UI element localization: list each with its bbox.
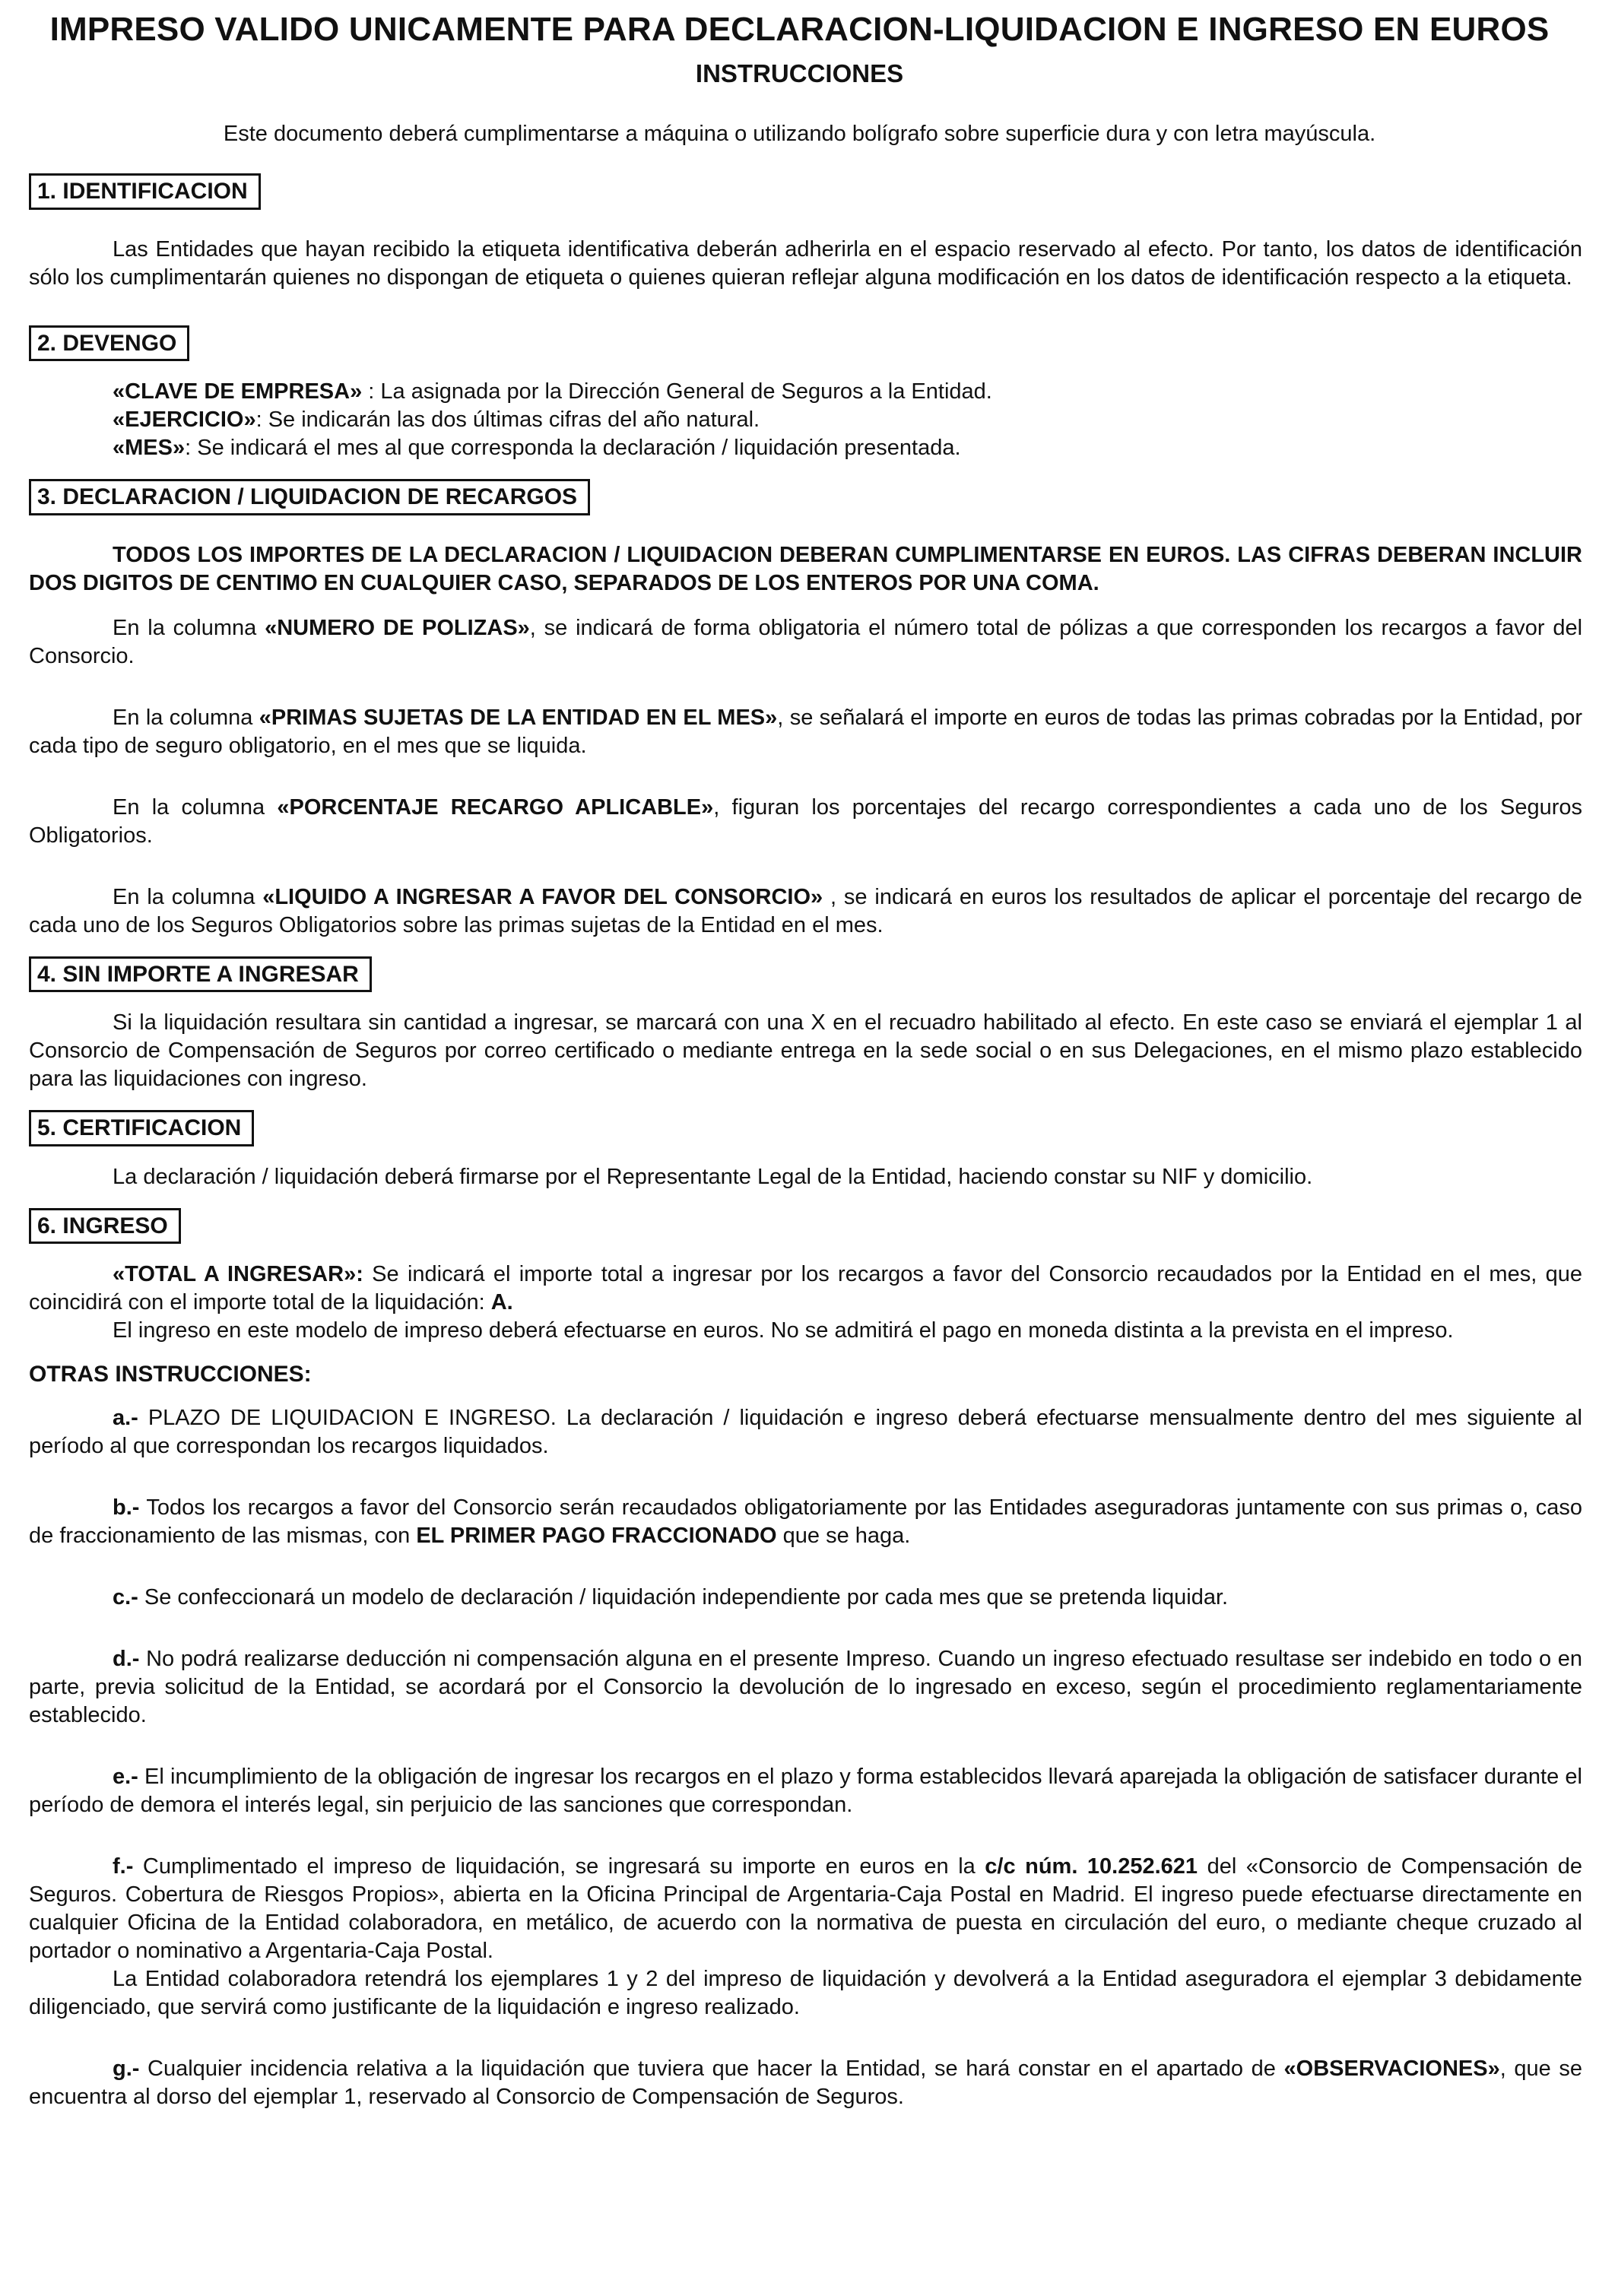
text-fragment: , se señalará el importe en euros de todas las primas cobradas por la Entidad, por cada tipo de seguro obligatorio, en el mes que se liquida. — [29, 705, 1582, 758]
section-heading-sin-importe: 4. SIN IMPORTE A INGRESAR — [29, 956, 372, 993]
item-label: c.- — [113, 1585, 138, 1609]
document-body — [29, 173, 1582, 2111]
item-label: g.- — [113, 2057, 140, 2081]
instruccion-a — [29, 1404, 1582, 1460]
text-fragment: Todos los recargos a favor del Consorcio serán recaudados obligatoriamente por las Entidades aseguradoras juntamente con sus primas o, caso de fraccionamiento de las mismas, con — [29, 1495, 1582, 1548]
text-fragment: En la columna — [113, 705, 259, 730]
certificacion-text: La declaración / liquidación deberá firmarse por el Representante Legal de la Entidad, haciendo constar su NIF y domicilio. — [113, 1164, 1313, 1189]
instruccion-g — [29, 2055, 1582, 2111]
section-heading-certificacion: 5. CERTIFICACION — [29, 1110, 254, 1146]
text-fragment: que se haga. — [776, 1524, 911, 1548]
section-heading-declaracion: 3. DECLARACION / LIQUIDACION DE RECARGOS — [29, 479, 590, 515]
total-a-ingresar-label: «TOTAL A INGRESAR»: — [113, 1262, 363, 1286]
text-fragment: El incumplimiento de la obligación de ingresar los recargos en el plazo y forma establecidos llevará aparejada la obligación de satisfacer durante el período de demora el interés legal, sin perjuicio de las sanciones que correspondan. — [29, 1765, 1582, 1817]
devengo-mes-label: «MES» — [113, 436, 186, 460]
instruccion-f — [29, 1853, 1582, 1965]
text-fragment: A. — [490, 1290, 513, 1314]
devengo-ejercicio-label: «EJERCICIO» — [113, 408, 256, 432]
text-fragment: EL PRIMER PAGO FRACCIONADO — [416, 1524, 777, 1548]
item-label: f.- — [113, 1854, 134, 1879]
text-fragment: No podrá realizarse deducción ni compensación alguna en el presente Impreso. Cuando un ingreso efectuado resultase ser indebido en todo o en parte, previa solicitud de la Entidad, se acordará por el Consorcio la devolución de lo ingresado en exceso, según el procedimiento reglamentariamente establecido. — [29, 1647, 1582, 1727]
declaracion-liquido — [29, 883, 1582, 940]
column-label-porcentaje: «PORCENTAJE RECARGO APLICABLE» — [277, 794, 714, 820]
instruccion-c — [29, 1584, 1582, 1612]
ingreso-total — [29, 1261, 1582, 1317]
declaracion-primas — [29, 704, 1582, 760]
text-fragment: PLAZO DE LIQUIDACION E INGRESO. La declaración / liquidación e ingreso deberá efectuarse mensualmente dentro del mes siguiente al período al que correspondan los recargos liquidados. — [29, 1406, 1582, 1458]
item-label: b.- — [113, 1495, 140, 1520]
text-fragment: Cumplimentado el impreso de liquidación, se ingresará su importe en euros en la — [133, 1854, 985, 1879]
devengo-clave-line — [29, 378, 1582, 406]
instruccion-d — [29, 1645, 1582, 1730]
declaracion-porcentaje — [29, 794, 1582, 850]
text-fragment: Se confeccionará un modelo de declaración / liquidación independiente por cada mes que se pretenda liquidar. — [138, 1585, 1229, 1609]
text-fragment: , figuran los porcentajes del recargo correspondientes a cada uno de los Seguros Obligatorios. — [29, 794, 1583, 848]
text-fragment: , se indicará de forma obligatoria el número total de pólizas a que corresponden los recargos a favor del Consorcio. — [29, 615, 1583, 668]
text-fragment: En la columna — [113, 884, 263, 909]
ingreso-moneda: El ingreso en este modelo de impreso deberá efectuarse en euros. No se admitirá el pago en moneda distinta a la prevista en el impreso. — [113, 1318, 1454, 1343]
devengo-mes-text: : Se indicará el mes al que corresponda la declaración / liquidación presentada. — [185, 436, 961, 460]
item-label: a.- — [113, 1406, 138, 1430]
text-fragment: «OBSERVACIONES» — [1283, 2057, 1500, 2081]
section-heading-identificacion: 1. IDENTIFICACION — [29, 173, 261, 210]
item-label: e.- — [113, 1765, 138, 1789]
text-fragment: , se indicará en euros los resultados de aplicar el porcentaje del recargo de cada uno de los Seguros Obligatorios sobre las primas sujetas de la Entidad en el mes. — [29, 884, 1582, 937]
devengo-lines — [29, 378, 1582, 462]
column-label-primas: «PRIMAS SUJETAS DE LA ENTIDAD EN EL MES» — [259, 705, 778, 730]
text-fragment: En la columna — [113, 615, 265, 640]
text-fragment: del «Consorcio de Compensación de Seguros. Cobertura de Riesgos Propios», abierta en la Oficina Principal de Argentaria-Caja Postal en Madrid. El ingreso puede efectuarse directamente en cualquier Oficina de la Entidad colaboradora, en metálico, de acuerdo con la normativa de puesta en circulación del euro, o mediante cheque cruzado al portador o nominativo a Argentaria-Caja Postal. — [29, 1854, 1582, 1963]
devengo-clave-text: : La asignada por la Dirección General de Seguros a la Entidad. — [362, 379, 992, 404]
declaracion-polizas — [29, 614, 1582, 671]
devengo-ejercicio-text: : Se indicarán las dos últimas cifras del año natural. — [255, 408, 760, 432]
column-label-polizas: «NUMERO DE POLIZAS» — [265, 615, 530, 640]
instruccion-f-entidad: La Entidad colaboradora retendrá los ejemplares 1 y 2 del impreso de liquidación y devolverá a la Entidad aseguradora el ejemplar 3 debidamente diligenciado, que servirá como justificante de la liquidación e ingreso realizado. — [29, 1967, 1582, 2019]
page-title: IMPRESO VALIDO UNICAMENTE PARA DECLARACION-LIQUIDACION E INGRESO EN EUROS — [49, 11, 1550, 48]
instruccion-e — [29, 1763, 1582, 1819]
declaracion-bold-notice: TODOS LOS IMPORTES DE LA DECLARACION / LIQUIDACION DEBERAN CUMPLIMENTARSE EN EUROS. LAS CIFRAS DEBERAN INCLUIR DOS DIGITOS DE CENTIMO EN CUALQUIER CASO, SEPARADOS DE LOS ENTEROS POR UNA COMA. — [29, 542, 1582, 595]
item-label: d.- — [113, 1647, 140, 1671]
otras-instrucciones-heading: OTRAS INSTRUCCIONES: — [29, 1362, 312, 1387]
page-subtitle: INSTRUCCIONES — [695, 59, 904, 87]
intro-text: Este documento deberá cumplimentarse a máquina o utilizando bolígrafo sobre superficie dura y con letra mayúscula. — [223, 122, 1376, 146]
devengo-ejercicio-line — [29, 406, 1582, 434]
text-fragment: , que se encuentra al dorso del ejemplar 1, reservado al Consorcio de Compensación de Seguros. — [29, 2057, 1582, 2109]
sin-importe-text: Si la liquidación resultara sin cantidad a ingresar, se marcará con una X en el recuadro habilitado al efecto. En este caso se enviará el ejemplar 1 al Consorcio de Compensación de Seguros por correo certificado o mediante entrega en la sede social o en sus Delegaciones, en el mismo plazo establecido para las liquidaciones con ingreso. — [29, 1010, 1582, 1091]
account-number: c/c núm. 10.252.621 — [985, 1854, 1198, 1879]
instruccion-b — [29, 1494, 1582, 1550]
text-fragment: Cualquier incidencia relativa a la liquidación que tuviera que hacer la Entidad, se hará constar en el apartado de — [139, 2057, 1284, 2081]
identificacion-text: Las Entidades que hayan recibido la etiqueta identificativa deberán adherirla en el espacio reservado al efecto. Por tanto, los datos de identificación sólo los cumplimentarán quienes no dispongan de etiqueta o quienes quieran reflejar alguna modificación en los datos de identificación respecto a la etiqueta. — [29, 236, 1582, 290]
text-fragment: Se indicará el importe total a ingresar por los recargos a favor del Consorcio recaudados por la Entidad en el mes, que coincidirá con el importe total de la liquidación: — [29, 1262, 1582, 1314]
text-fragment: En la columna — [113, 794, 278, 820]
devengo-clave-label: «CLAVE DE EMPRESA» — [113, 379, 363, 404]
section-heading-ingreso: 6. INGRESO — [29, 1208, 181, 1245]
column-label-liquido: «LIQUIDO A INGRESAR A FAVOR DEL CONSORCIO» — [262, 884, 823, 909]
section-heading-devengo: 2. DEVENGO — [29, 325, 189, 362]
devengo-mes-line — [29, 434, 1582, 462]
